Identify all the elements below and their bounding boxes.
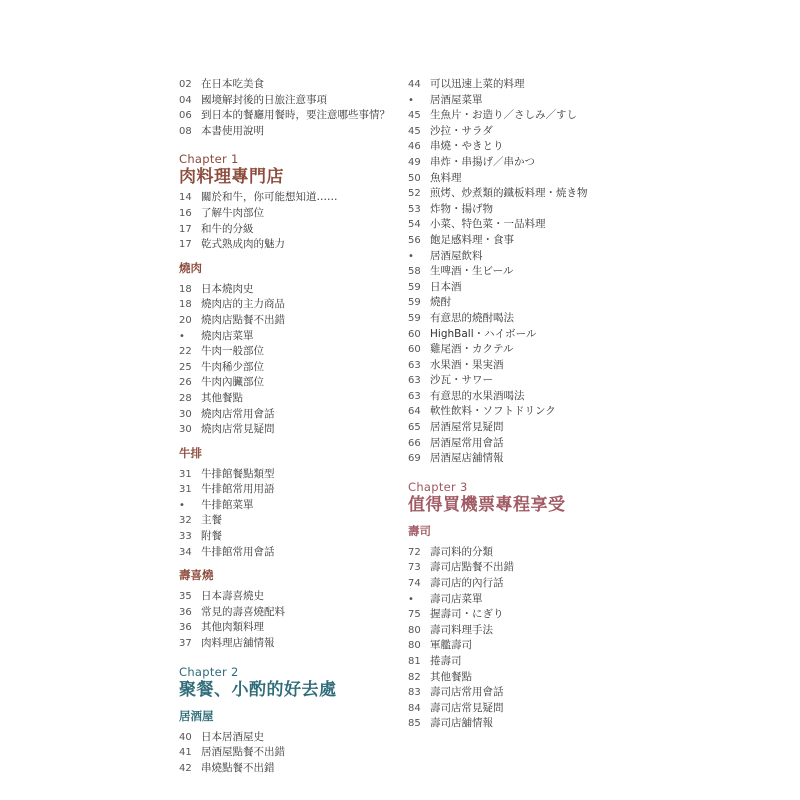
page-number: 20 bbox=[179, 314, 192, 326]
bullet-marker: • bbox=[179, 330, 185, 342]
entry-title: 生魚片・お造り／さしみ／すし bbox=[430, 109, 577, 122]
entry-title: 壽司料理手法 bbox=[430, 623, 493, 636]
toc-entry bbox=[179, 190, 409, 206]
toc-right-column bbox=[408, 77, 638, 732]
page-number: 75 bbox=[408, 609, 421, 621]
entry-title: 壽司店點餐不出錯 bbox=[430, 561, 514, 574]
page-number: 59 bbox=[408, 312, 421, 324]
page-number: 17 bbox=[179, 239, 192, 251]
page-number: 41 bbox=[179, 747, 192, 759]
toc-entry bbox=[408, 342, 638, 358]
toc-entry bbox=[179, 375, 409, 391]
toc-left-column bbox=[179, 77, 409, 776]
toc-entry bbox=[408, 77, 638, 93]
entry-title: 居酒屋菜單 bbox=[430, 93, 483, 106]
page-number: 66 bbox=[408, 437, 421, 449]
page-number: 46 bbox=[408, 141, 421, 153]
page-number: 58 bbox=[408, 266, 421, 278]
toc-entry bbox=[179, 745, 409, 761]
entry-title: 了解牛肉部位 bbox=[201, 206, 264, 219]
page-number: 60 bbox=[408, 344, 421, 356]
toc-entry bbox=[408, 545, 638, 561]
entry-title: 燒肉店菜單 bbox=[201, 329, 254, 342]
toc-entry bbox=[179, 297, 409, 313]
page-number: 53 bbox=[408, 203, 421, 215]
toc-entry bbox=[408, 716, 638, 732]
entry-title: 日本壽喜燒史 bbox=[201, 590, 264, 603]
entry-title: 有意思的燒酎喝法 bbox=[430, 311, 514, 324]
entry-title: 牛排館常用用語 bbox=[201, 483, 275, 496]
toc-entry bbox=[179, 360, 409, 376]
toc-entry bbox=[408, 202, 638, 218]
page-number: 33 bbox=[179, 531, 192, 543]
toc-entry bbox=[408, 638, 638, 654]
toc-entry bbox=[408, 249, 638, 265]
section-heading: 居酒屋 bbox=[179, 708, 214, 723]
toc-entry bbox=[179, 108, 409, 124]
toc-entry bbox=[179, 482, 409, 498]
entry-title: 日本酒 bbox=[430, 280, 462, 293]
toc-entry bbox=[408, 93, 638, 109]
entry-title: 居酒屋常見疑問 bbox=[430, 421, 504, 434]
toc-entry bbox=[179, 329, 409, 345]
toc-entry bbox=[179, 529, 409, 545]
chapter-heading bbox=[179, 665, 409, 701]
entry-title: 壽司店常見疑問 bbox=[430, 701, 504, 714]
entry-title: 雞尾酒・カクテル bbox=[430, 343, 514, 356]
bullet-marker: • bbox=[408, 250, 414, 262]
toc-entry bbox=[408, 358, 638, 374]
toc-entry bbox=[408, 373, 638, 389]
entry-title: 軟性飲料・ソフトドリンク bbox=[430, 405, 556, 418]
toc-entry bbox=[408, 217, 638, 233]
toc-entry bbox=[408, 701, 638, 717]
toc-entry bbox=[408, 155, 638, 171]
toc-entry bbox=[179, 636, 409, 652]
page-number: 59 bbox=[408, 281, 421, 293]
toc-entry bbox=[408, 389, 638, 405]
entry-title: 居酒屋店舖情報 bbox=[430, 452, 504, 465]
toc-entry bbox=[408, 607, 638, 623]
toc-entry bbox=[408, 685, 638, 701]
entry-title: 軍艦壽司 bbox=[430, 639, 472, 652]
toc-entry bbox=[179, 391, 409, 407]
page-number: 30 bbox=[179, 408, 192, 420]
page-number: 82 bbox=[408, 671, 421, 683]
toc-entry bbox=[408, 171, 638, 187]
chapter-heading bbox=[179, 152, 409, 188]
page-number: 17 bbox=[179, 223, 192, 235]
page-number: 72 bbox=[408, 546, 421, 558]
page-number: 54 bbox=[408, 219, 421, 231]
page-number: 30 bbox=[179, 424, 192, 436]
entry-title: 有意思的水果酒喝法 bbox=[430, 389, 525, 402]
entry-title: 肉料理店舖情報 bbox=[201, 637, 275, 650]
toc-entry bbox=[179, 237, 409, 253]
toc-entry bbox=[179, 407, 409, 423]
toc-entry bbox=[179, 344, 409, 360]
page-number: 45 bbox=[408, 110, 421, 122]
entry-title: 牛肉一般部位 bbox=[201, 345, 264, 358]
page-number: 32 bbox=[179, 515, 192, 527]
toc-entry bbox=[408, 139, 638, 155]
toc-entry bbox=[408, 295, 638, 311]
toc-entry bbox=[179, 513, 409, 529]
entry-title: 其他餐點 bbox=[430, 670, 472, 683]
entry-title: 炸物・揚げ物 bbox=[430, 202, 493, 215]
section-heading: 壽喜燒 bbox=[179, 568, 214, 583]
entry-title: 主餐 bbox=[201, 514, 222, 527]
toc-entry bbox=[179, 761, 409, 777]
page-number: 64 bbox=[408, 406, 421, 418]
toc-entry bbox=[179, 545, 409, 561]
toc-entry bbox=[408, 436, 638, 452]
page-number: 04 bbox=[179, 94, 192, 106]
entry-title: 和牛的分級 bbox=[201, 222, 254, 235]
entry-title: 本書使用說明 bbox=[201, 124, 264, 137]
entry-title: 壽司店舖情報 bbox=[430, 717, 493, 730]
page-number: 36 bbox=[179, 622, 192, 634]
entry-title: 可以迅速上菜的料理 bbox=[430, 78, 525, 90]
entry-title: HighBall・ハイボール bbox=[430, 327, 537, 340]
entry-title: 附餐 bbox=[201, 530, 222, 543]
page-number: 83 bbox=[408, 687, 421, 699]
entry-title: 魚料理 bbox=[430, 171, 462, 184]
entry-title: 常見的壽喜燒配料 bbox=[201, 605, 285, 618]
entry-title: 生啤酒・生ビール bbox=[430, 265, 514, 278]
page-number: 63 bbox=[408, 375, 421, 387]
entry-title: 壽司店菜單 bbox=[430, 592, 483, 605]
toc-entry bbox=[408, 124, 638, 140]
page-number: 18 bbox=[179, 299, 192, 311]
entry-title: 壽司店常用會話 bbox=[430, 686, 504, 699]
toc-entry bbox=[179, 605, 409, 621]
page-number: 16 bbox=[179, 207, 192, 219]
entry-title: 壽司料的分類 bbox=[430, 545, 493, 558]
toc-entry bbox=[408, 311, 638, 327]
entry-title: 沙瓦・サワー bbox=[430, 374, 493, 387]
toc-entry bbox=[179, 467, 409, 483]
toc-entry bbox=[408, 404, 638, 420]
page-number: 63 bbox=[408, 359, 421, 371]
chapter-heading bbox=[408, 480, 638, 516]
toc-entry bbox=[408, 654, 638, 670]
toc-entry bbox=[179, 124, 409, 140]
bullet-marker: • bbox=[408, 593, 414, 605]
section-heading: 壽司 bbox=[408, 523, 431, 538]
chapter-label: Chapter 2 bbox=[179, 664, 239, 679]
page-number: 31 bbox=[179, 468, 192, 480]
page-number: 18 bbox=[179, 283, 192, 295]
entry-title: 其他肉類料理 bbox=[201, 621, 264, 634]
entry-title: 燒肉店點餐不出錯 bbox=[201, 313, 285, 326]
entry-title: 其他餐點 bbox=[201, 391, 243, 404]
chapter-label: Chapter 3 bbox=[408, 479, 468, 494]
chapter-label: Chapter 1 bbox=[179, 152, 239, 167]
page-number: 56 bbox=[408, 234, 421, 246]
toc-entry bbox=[408, 592, 638, 608]
page-number: 45 bbox=[408, 125, 421, 137]
section-heading: 牛排 bbox=[179, 445, 202, 460]
toc-entry bbox=[179, 589, 409, 605]
entry-title: 國境解封後的日旅注意事項 bbox=[201, 93, 327, 106]
entry-title: 日本居酒屋史 bbox=[201, 730, 264, 743]
section-heading: 燒肉 bbox=[179, 260, 202, 275]
page-number: 37 bbox=[179, 638, 192, 650]
page-number: 74 bbox=[408, 578, 421, 590]
page-number: 80 bbox=[408, 640, 421, 652]
entry-title: 燒肉店常用會話 bbox=[201, 407, 275, 420]
entry-title: 沙拉・サラダ bbox=[430, 124, 493, 137]
entry-title: 居酒屋常用會話 bbox=[430, 436, 504, 449]
toc-entry bbox=[408, 186, 638, 202]
page-number: 60 bbox=[408, 328, 421, 340]
entry-title: 串燒・やきとり bbox=[430, 140, 504, 153]
page-number: 14 bbox=[179, 192, 192, 204]
page-number: 02 bbox=[179, 79, 192, 90]
toc-entry bbox=[408, 623, 638, 639]
entry-title: 牛肉稀少部位 bbox=[201, 360, 264, 373]
entry-title: 牛排館常用會話 bbox=[201, 545, 275, 558]
page-number: 40 bbox=[179, 731, 192, 743]
entry-title: 煎烤、炒煮類的鐵板料理・焼き物 bbox=[430, 187, 588, 200]
entry-title: 串燒點餐不出錯 bbox=[201, 761, 275, 774]
entry-title: 乾式熟成肉的魅力 bbox=[201, 238, 285, 251]
page-number: 69 bbox=[408, 453, 421, 465]
page-number: 52 bbox=[408, 188, 421, 200]
entry-title: 燒酎 bbox=[430, 296, 451, 309]
page-number: 36 bbox=[179, 606, 192, 618]
entry-title: 關於和牛，你可能想知道…… bbox=[201, 191, 338, 204]
entry-title: 串炸・串揚げ／串かつ bbox=[430, 155, 535, 168]
entry-title: 居酒屋飲料 bbox=[430, 249, 483, 262]
page-number: 63 bbox=[408, 390, 421, 402]
page-number: 31 bbox=[179, 484, 192, 496]
entry-title: 飽足感料理・食事 bbox=[430, 233, 514, 246]
toc-entry bbox=[408, 280, 638, 296]
entry-title: 居酒屋點餐不出錯 bbox=[201, 746, 285, 759]
toc-entry bbox=[408, 108, 638, 124]
page-number: 59 bbox=[408, 297, 421, 309]
page-number: 84 bbox=[408, 702, 421, 714]
page-number: 73 bbox=[408, 562, 421, 574]
entry-title: 日本燒肉史 bbox=[201, 282, 254, 295]
toc-entry bbox=[179, 77, 409, 93]
bullet-marker: • bbox=[179, 499, 185, 511]
entry-title: 燒肉店常見疑問 bbox=[201, 423, 275, 436]
chapter-title: 值得買機票專程享受 bbox=[408, 494, 566, 515]
toc-entry bbox=[179, 282, 409, 298]
entry-title: 水果酒・果実酒 bbox=[430, 358, 504, 371]
toc-entry bbox=[408, 264, 638, 280]
toc-entry bbox=[179, 313, 409, 329]
toc-entry bbox=[179, 422, 409, 438]
entry-title: 壽司店的內行話 bbox=[430, 577, 504, 590]
toc-entry bbox=[408, 420, 638, 436]
chapter-title: 肉料理專門店 bbox=[179, 167, 284, 188]
chapter-title: 聚餐、小酌的好去處 bbox=[179, 679, 337, 700]
page-number: 85 bbox=[408, 718, 421, 730]
toc-entry bbox=[408, 670, 638, 686]
toc-entry bbox=[408, 451, 638, 467]
entry-title: 小菜、特色菜・一品料理 bbox=[430, 218, 546, 231]
page-number: 35 bbox=[179, 591, 192, 603]
page-number: 44 bbox=[408, 79, 421, 90]
page-number: 34 bbox=[179, 546, 192, 558]
page-number: 81 bbox=[408, 656, 421, 667]
bullet-marker: • bbox=[408, 94, 414, 106]
entry-title: 牛排館菜單 bbox=[201, 498, 254, 511]
page-number: 25 bbox=[179, 361, 192, 373]
page-number: 28 bbox=[179, 392, 192, 404]
entry-title: 牛排館餐點類型 bbox=[201, 467, 275, 480]
toc-entry bbox=[408, 327, 638, 343]
page-number: 08 bbox=[179, 125, 192, 137]
toc-entry bbox=[179, 498, 409, 514]
entry-title: 捲壽司 bbox=[430, 655, 462, 667]
page-number: 49 bbox=[408, 156, 421, 168]
toc-entry bbox=[179, 93, 409, 109]
page-number: 06 bbox=[179, 110, 192, 122]
entry-title: 在日本吃美食 bbox=[201, 78, 264, 90]
toc-entry bbox=[179, 222, 409, 238]
toc-entry bbox=[179, 620, 409, 636]
page-number: 65 bbox=[408, 422, 421, 434]
page-number: 50 bbox=[408, 172, 421, 184]
entry-title: 握壽司・にぎり bbox=[430, 608, 504, 621]
page-number: 26 bbox=[179, 377, 192, 389]
entry-title: 牛肉內臟部位 bbox=[201, 376, 264, 389]
page-number: 42 bbox=[179, 762, 192, 774]
toc-entry bbox=[408, 560, 638, 576]
page-number: 80 bbox=[408, 624, 421, 636]
page-number: 22 bbox=[179, 346, 192, 358]
toc-entry bbox=[179, 206, 409, 222]
toc-entry bbox=[408, 576, 638, 592]
entry-title: 到日本的餐廳用餐時，要注意哪些事情？ bbox=[201, 109, 390, 122]
toc-entry bbox=[408, 233, 638, 249]
toc-entry bbox=[179, 730, 409, 746]
entry-title: 燒肉店的主力商品 bbox=[201, 298, 285, 311]
